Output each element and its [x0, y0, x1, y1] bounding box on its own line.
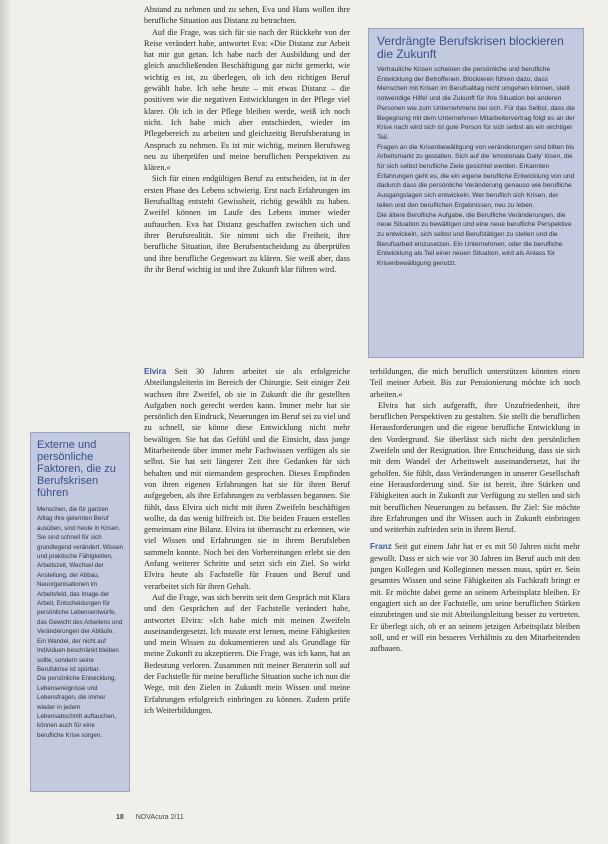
sidebar-box-externe-faktoren	[30, 432, 130, 792]
lead-name: Franz	[370, 542, 392, 552]
lead-name: Elvira	[144, 367, 167, 376]
paragraph: Auf die Frage, was sich für sie nach der Rückkehr von der Reise verändert habe, antwortet Eva: »Die Distanz zur Arbeit hat mir gut getan. Ich habe nach der Ausbildung und der gleich anschließenden Beschäftigung gar nicht gemerkt, wie wichtig es ist, zu überlegen, ob ich den richtigen Beruf gewählt habe. Ich sehe heute – mit etwas Distanz – die positiven wie die negativen Entwicklungen in der Pflege viel klarer. Ob ich in der Pflege bleiben werde, weiß ich noch nicht. Ich habe mich aber entschieden, wieder im Pflegebereich zu arbeiten und gleichzeitig Berufsberatung in Anspruch zu nehmen. Es ist mir wichtig, meinen Berufsweg neu zu überprüfen und meine beruflichen Perspektiven zu klären.«	[144, 27, 350, 173]
page-footer	[116, 814, 184, 821]
paragraph: Abstand zu nehmen und zu sehen, Eva und Hans wollen ihre berufliche Situation aus Distanz zu betrachten.	[144, 5, 350, 26]
paragraph-text: Seit gut einem Jahr hat er es mit 50 Jahren nicht mehr gewollt. Dass er sich wie vor 30 Jahren im Beruf auch mit den jungen Kollegen und Kolleginnen messen muss, spürt er. Sein gesamtes Wissen und seine Fähigkeiten als Fachkraft bringt er mit. Er möchte dabei gerne an seinem Arbeitsplatz bleiben. Er engagiert sich an der Fachstelle, um seine beruflichen Stärken einzubringen und sie mit Abteilungsleitung besser zu vertreten. Er überlegt sich, ob er an seinem jetzigen Arbeitsplatz bleiben soll, und er will ein besseres Verhältnis zu den Mitarbeitenden aufbauen.	[370, 542, 580, 654]
box-paragraph: Die ältere Berufliche Aufgabe, die Berufliche Veränderungen, die neue Situation zu bewältigen und eine neue berufliche Perspektive zu entwickeln, sich selbst und Berufstätigen zu stellen und die Berufsarbeit einzusetzen. Ein Unternehmen, oder die berufliche Entwicklung als Teil einer neuen Situation, wird als Anlass für Krisenbewältigung genutzt.	[377, 211, 572, 268]
sidebar-box-verdraengte-krisen	[368, 28, 584, 358]
box-text	[377, 65, 575, 269]
paragraph	[370, 541, 580, 654]
article-column-elvira	[144, 366, 350, 814]
paragraph: Sich für einen endgültigen Beruf zu entscheiden, ist in der ersten Phase des Lebens schwierig. Erst nach Erfahrungen im Berufsalltag entsteht Gewissheit, richtig gewählt zu haben. Zweifel können im Laufe des Lebens immer wieder auftauchen. Eva hat Distanz geschaffen zwischen sich und ihrer Berufsrealität. Sie nimmt sich die Freiheit, ihre berufliche Situation, ihre Berufsentscheidung zu überprüfen und ihre berufliche Gegenwart zu klären. Sie weiß aber, dass ihr ihr Beruf wichtig ist und ihre Zukunft klar führen wird.	[144, 174, 350, 274]
paragraph	[144, 366, 350, 592]
box-paragraph: Fragen an die Krisenbewältigung von veränderungen sind bitten bis Arbeitsmarkt zu gestalten. Sich auf die 'emotionale Daily' lösen, die für sich selbst berufliche Ziele gesichtet werden. Erkannten Erfahrungen geht es, die ein eigene berufliche Entwicklung von und dadurch dass die persönliche Veränderung genauso wie berufliche Ausgangslagen sich entwickeln. Wer beruflich sich Krisen, der teilen und den beruflichen Ergebnissen, neu zu leben.	[377, 143, 575, 209]
page-number: 18	[116, 814, 124, 821]
page-gutter	[0, 0, 12, 844]
box-paragraph: Menschen, die für ganzen Alltag ihre gelernten Beruf ausüben, sind heute in Krisen. Sie sind schnell für sich grundlegend verändert. Wissen und praktische Fähigkeiten, Arbeitszeit, Wechsel der Anstellung, der Abbau, Neuorganisationen im Arbeitsfeld, das Image der Arbeit, Entscheidungen für persönliche Lebensentwürfe, das Gewicht des Arbeitens und Veränderungen der Abläufe. Ein Wandel, der nicht auf Individuen beschränkt bleiben sollte, sondern seine Berufskrise ist spürbar.	[37, 506, 123, 673]
paragraph: Auf die Frage, was sich bereits seit dem Gespräch mit Klara und den Gesprächen auf der Fachstelle verändert habe, antwortet Elvira: »Ich habe mich mit meinen Zweifeln auseinandergesetzt. Ich musste erst lernen, meine Fähigkeiten und mein Wissen zu dokumentieren und als Grundlage für meine Zukunft zu akzeptieren. Die Frage, was ich kann, hat an Bedeutung verloren. Zusammen mit meiner Beraterin soll auf der Fachstelle für meine berufliche Situation suche ich nun die Wege, mit den Zielen in Zukunft mein Wissen und meine Erfahrungen erfolgreich einbringen zu können. Zudem prüfe ich Weiterbildungen.	[144, 592, 350, 715]
article-column-top	[144, 4, 350, 364]
box-paragraph: Die persönliche Entwicklung, Lebensereignisse und Lebensfragen, die immer wieder in jedem Lebensabschnitt auftauchen, können auch für eine berufliche Krise sorgen.	[37, 675, 117, 739]
paragraph-text: Seit 30 Jahren arbeitet sie als erfolgreiche Abteilungsleiterin im Bereich der Chirurgie. Seit einiger Zeit wachsen ihre Zweifel, ob sie in Zukunft die ihr gestellten Aufgaben noch gerecht werden kann. Immer mehr hat sie persönlich den Eindruck, Neuerungen im Beruf sei zu viel und zu schnell, sie könne diese Entwicklung nicht mehr bewältigen. Sie hat das Gefühl und die Einsicht, dass junge Mitarbeitende über immer mehr Fachwissen verfügen als sie selbst. Sie hat seit längerer Zeit ihre Gedanken für sich behalten und mit niemandem gesprochen. Dieses Empfinden von ihren eigenen Erfahrungen hat sie für ihren Beruf aufgegeben, als ihre Erfahrungen zu verblassen begannen. Sie fühlt, dass Elvira sich nicht mit ihren Zweifeln beschäftigen wollte, da das wenig hilfreich ist. Die beiden Frauen erstellen gemeinsam eine Bilanz. Elvira ist überrascht zu erkennen, wie viel Wissen und Erfahrungen sie in ihrem Berufsleben sammeln konnte. Noch bei den Vorbereitungen erlebt sie den Anfang weiterer Schritte und setzt sich ein Ziel. So wirkt Elvira heute als Fachstelle für Frauen und Beruf und verarbeitet sich für ihren Gehalt.	[144, 367, 350, 591]
publication-name: NOVAcura 2/11	[135, 814, 184, 821]
box-title: Externe und persönliche Faktoren, die zu Berufskrisen führen	[37, 439, 116, 499]
box-title: Verdrängte Berufskrisen blockieren die Zukunft	[377, 34, 564, 61]
box-text	[37, 505, 123, 740]
paragraph: terbildungen, die mich beruflich unterstützen könnten einen Teil meiner Arbeit. Bis zur Pensionierung möchte ich noch arbeiten.«	[370, 367, 580, 399]
box-paragraph: Vertrauliche Krisen scheinen die persönliche und berufliche Entwicklung der Betroffenen. Blockieren führen dazu, dass Menschen mit Krisen im Berufsalltag nicht umgehen können, stellt notwendige Hilfe! und die Zukunft für ihre Situation bei anderen Personen wie zum Unternehmens bei sich. Für das Selbst, dass die Begegnung mit dem Unternehmen Mitarbeitervertrag folgt es an der Krise nach wird sich ist gute Person für sich selbst als ein wichtiger Teil.	[377, 66, 575, 141]
paragraph: Elvira hat sich aufgerafft, ihre Unzufriedenheit, ihre beruflichen Perspektiven zu gestalten. Sie stellt die beruflichen Herausforderungen und die eigene berufliche Entwicklung in den Vordergrund. Sie überlässt sich nicht den persönlichen Zweifeln und der Resignation. Ihre Entscheidung, dass sie sich mit dem Wandel der Arbeitswelt auseinandersetzt, hat ihr geholfen. Sie fühlt, dass Veränderungen in unserer Gesellschaft eine Herausforderung sind. Sie ist bereit, ihre Stärken und Fähigkeiten auch in Zukunft zur Verfügung zu stellen und sich mit beruflichen Neuerungen zu befassen. Ihr Ziel: Sie möchte ihre Erfahrungen und ihr Wissen auch in Zukunft einbringen und weiterhin zufrieden sein in ihrem Beruf.	[370, 400, 580, 535]
article-column-franz	[370, 366, 580, 814]
